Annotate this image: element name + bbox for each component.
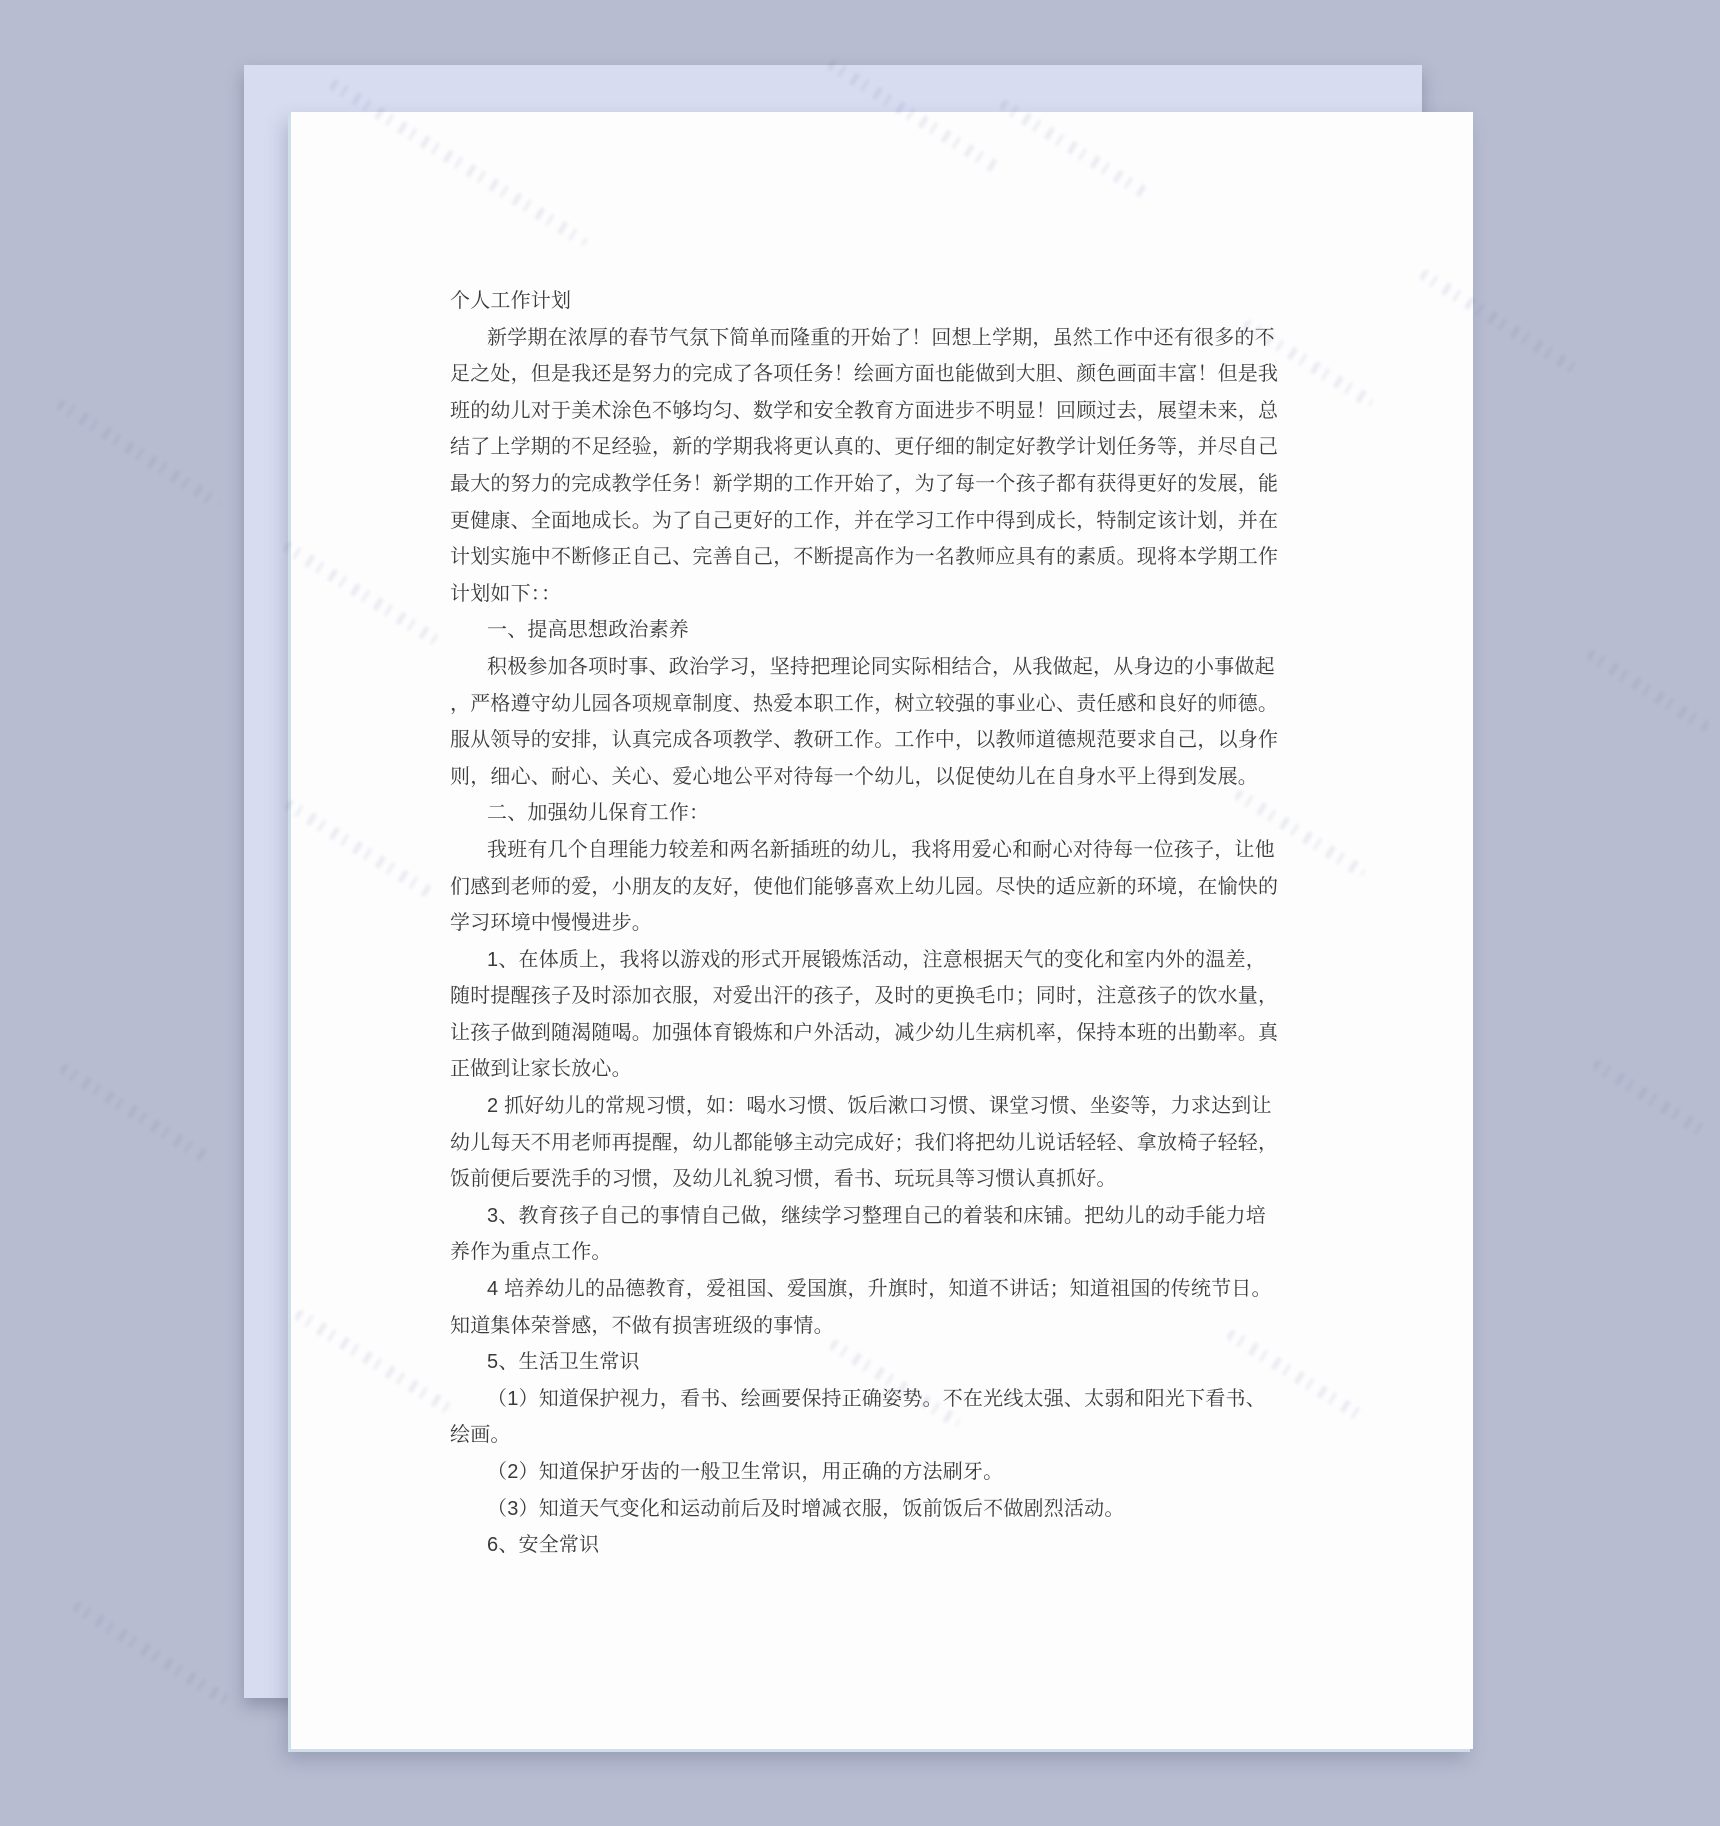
document-lines (450, 320, 1310, 1564)
text-line: 二、加强幼儿保育工作： (487, 802, 710, 825)
text-line: 5、生活卫生常识 (487, 1351, 640, 1374)
text-line: 结了上学期的不足经验，新的学期我将更认真的、更仔细的制定好教学计划任务等，并尽自己 (450, 436, 1279, 459)
text-line: 4 培养幼儿的品德教育，爱祖国、爱国旗，升旗时，知道不讲话；知道祖国的传统节日。 (487, 1278, 1272, 1301)
text-line: 新学期在浓厚的春节气氛下简单而隆重的开始了！回想上学期，虽然工作中还有很多的不 (487, 326, 1275, 349)
text-line: 一、提高思想政治素养 (487, 619, 689, 642)
text-line: 随时提醒孩子及时添加衣服，对爱出汗的孩子，及时的更换毛巾；同时，注意孩子的饮水量， (450, 985, 1279, 1008)
text-line: 绘画。 (450, 1424, 511, 1447)
text-line: ，严格遵守幼儿园各项规章制度、热爱本职工作，树立较强的事业心、责任感和良好的师德。 (450, 692, 1279, 715)
text-line: 学习环境中慢慢进步。 (450, 912, 652, 935)
watermark-smudge (71, 1600, 231, 1706)
document-title: 个人工作计划 (450, 290, 572, 312)
watermark-smudge (55, 398, 223, 510)
text-line: 班的幼儿对于美术涂色不够均匀、数学和安全教育方面进步不明显！回顾过去，展望未来，总 (450, 399, 1279, 422)
text-line: （3）知道天气变化和运动前后及时增减衣服，饭前饭后不做剧烈活动。 (487, 1497, 1125, 1520)
text-line: 积极参加各项时事、政治学习，坚持把理论同实际相结合，从我做起，从身边的小事做起 (487, 655, 1275, 678)
text-line: 6、安全常识 (487, 1534, 600, 1557)
text-line: 幼儿每天不用老师再提醒，幼儿都能够主动完成好；我们将把幼儿说话轻轻、拿放椅子轻轻， (450, 1131, 1279, 1154)
text-line: （2）知道保护牙齿的一般卫生常识，用正确的方法刷牙。 (487, 1461, 1004, 1483)
text-line: 3、教育孩子自己的事情自己做，继续学习整理自己的着装和床铺。把幼儿的动手能力培 (487, 1204, 1266, 1227)
text-line: 饭前便后要洗手的习惯，及幼儿礼貌习惯，看书、玩玩具等习惯认真抓好。 (450, 1168, 1117, 1191)
text-line: 养作为重点工作。 (450, 1241, 612, 1264)
text-line: （1）知道保护视力，看书、绘画要保持正确姿势。不在光线太强、太弱和阳光下看书、 (487, 1387, 1266, 1410)
text-line: 1、在体质上，我将以游戏的形式开展锻炼活动，注意根据天气的变化和室内外的温差， (487, 948, 1266, 971)
text-line: 计划实施中不断修正自己、完善自己，不断提高作为一名教师应具有的素质。现将本学期工作 (450, 546, 1279, 569)
text-line: 2 抓好幼儿的常规习惯，如：喝水习惯、饭后漱口习惯、课堂习惯、坐姿等，力求达到让 (487, 1095, 1272, 1118)
watermark-smudge (58, 1062, 209, 1163)
text-line: 服从领导的安排，认真完成各项教学、教研工作。工作中，以教师道德规范要求自己，以身作 (450, 729, 1279, 752)
text-line: 们感到老师的爱，小朋友的友好，使他们能够喜欢上幼儿园。尽快的适应新的环境，在愉快的 (450, 875, 1279, 898)
text-line: 知道集体荣誉感，不做有损害班级的事情。 (450, 1314, 834, 1337)
text-line: 最大的努力的完成教学任务！新学期的工作开始了，为了每一个孩子都有获得更好的发展，能 (450, 472, 1279, 495)
watermark-smudge (1585, 648, 1711, 733)
text-line: 则，细心、耐心、关心、爱心地公平对待每一个幼儿，以促使幼儿在自身水平上得到发展。 (450, 765, 1258, 788)
text-line: 足之处，但是我还是努力的完成了各项任务！绘画方面也能做到大胆、颜色画面丰富！但是我 (450, 363, 1279, 386)
text-line: 计划如下：： (450, 582, 562, 605)
document-body (450, 283, 1310, 1564)
text-line: 更健康、全面地成长。为了自己更好的工作，并在学习工作中得到成长，特制定该计划，并在 (450, 509, 1279, 532)
text-line: 正做到让家长放心。 (450, 1058, 632, 1081)
watermark-smudge (1591, 1058, 1708, 1138)
document-page (291, 112, 1473, 1749)
text-line: 让孩子做到随渴随喝。加强体育锻炼和户外活动，减少幼儿生病机率，保持本班的出勤率。真 (450, 1021, 1279, 1044)
text-line: 我班有几个自理能力较差和两名新插班的幼儿，我将用爱心和耐心对待每一位孩子，让他 (487, 838, 1275, 861)
